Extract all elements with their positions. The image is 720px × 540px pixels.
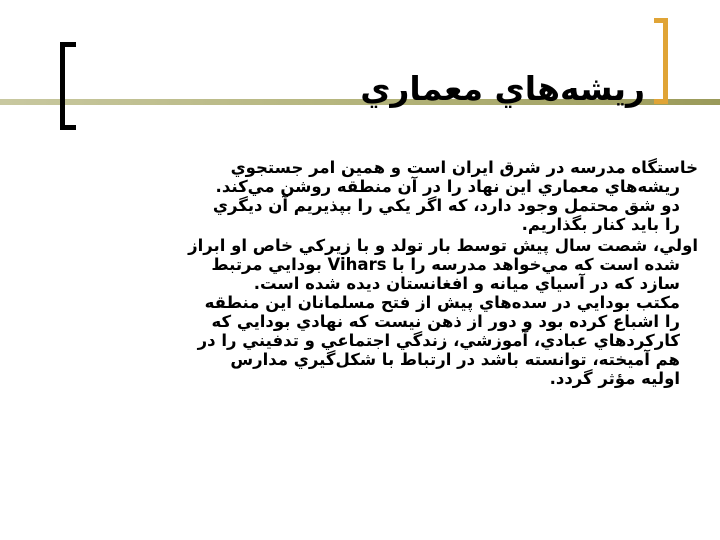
paragraph-line: سازد كه در آسياي ميانه و افغانستان ديده شده است.: [253, 274, 680, 293]
paragraph-line: خاستگاه مدرسه در شرق ايران است و همين امر جستجوي: [230, 158, 698, 177]
paragraph-line: مكتب بودايي در سده‌هاي پيش از فتح مسلمانان اين منطقه: [204, 293, 680, 312]
paragraph-line: را اشباع كرده بود و دور از ذهن نيست كه نهادي بودايي كه: [211, 312, 680, 331]
paragraph-1: [78, 158, 698, 234]
slide-body: [78, 158, 698, 390]
paragraph-line: شده است كه مي‌خواهد مدرسه را با Vihars بودايي مرتبط: [211, 255, 680, 274]
left-bracket-decoration: [60, 42, 76, 130]
paragraph-line: اولي، شصت سال پيش توسط بار تولد و با زيركي خاص او ابراز: [188, 236, 698, 255]
slide-title: ريشه‌هاي معماري: [360, 69, 645, 108]
right-bracket-decoration: [654, 18, 668, 104]
paragraph-line: هم آميخته، توانسته باشد در ارتباط با شكل‌گيري مدارس: [230, 350, 680, 369]
paragraph-2: [78, 236, 698, 388]
paragraph-line: را بايد كنار بگذاريم.: [521, 215, 680, 234]
paragraph-line: دو شق محتمل وجود دارد، كه اگر يكي را بپذيريم آن ديگري: [212, 196, 680, 215]
paragraph-line: اوليه مؤثر گردد.: [549, 369, 680, 388]
paragraph-line: ريشه‌هاي معماري اين نهاد را در آن منطقه روشن مي‌كند.: [215, 177, 680, 196]
paragraph-line: كاركردهاي عبادي، آموزشي، زندگي اجتماعي و تدفيني را در: [197, 331, 680, 350]
